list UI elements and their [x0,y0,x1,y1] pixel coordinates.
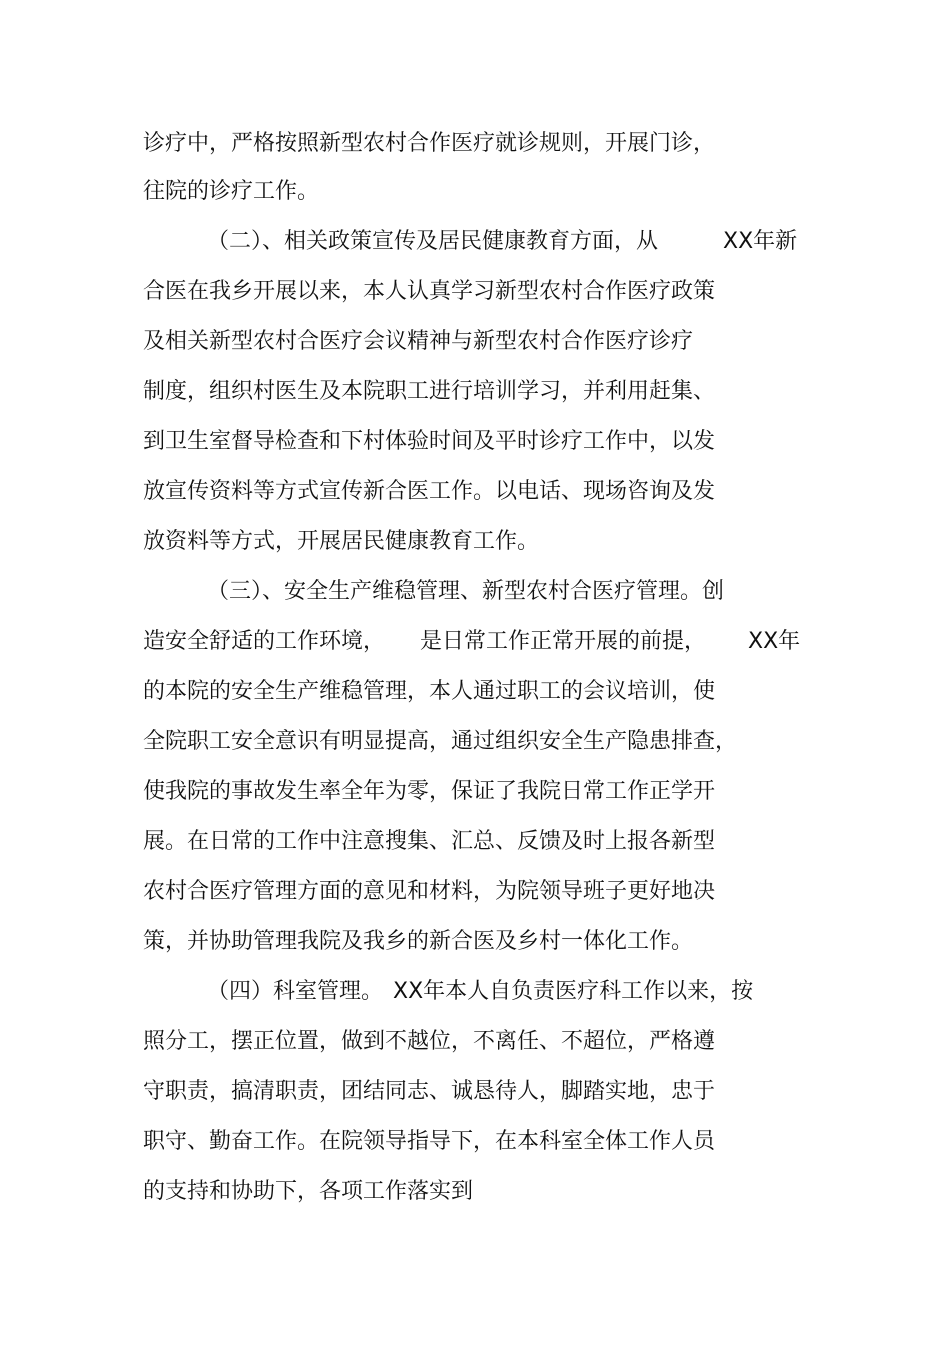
text-line-6: 制度，组织村医生及本院职工进行培训学习，并利用赶集、 [143,379,716,404]
text-line-16: 农村合医疗管理方面的意见和材料，为院领导班子更好地决 [143,879,716,904]
text-line-7: 到卫生室督导检查和下村体验时间及平时诊疗工作中，以发 [143,429,716,454]
text-line-13: 全院职工安全意识有明显提高，通过组织安全生产隐患排查， [143,729,738,754]
text-line-21: 职守、勤奋工作。在院领导指导下，在本科室全体工作人员 [143,1129,716,1154]
text-line-3a: （二）、相关政策宣传及居民健康教育方面，从 [207,229,659,254]
text-line-17: 策，并协助管理我院及我乡的新合医及乡村一体化工作。 [143,929,694,954]
text-line-9: 放资料等方式，开展居民健康教育工作。 [143,529,540,554]
text-line-12: 的本院的安全生产维稳管理，本人通过职工的会议培训，使 [143,679,716,704]
text-line-4: 合医在我乡开展以来，本人认真学习新型农村合作医疗政策 [143,279,716,304]
text-line-5: 及相关新型农村合医疗会议精神与新型农村合作医疗诊疗 [143,329,694,354]
text-line-15: 展。在日常的工作中注意搜集、汇总、反馈及时上报各新型 [143,829,716,854]
text-line-11a: 造安全舒适的工作环境， [143,629,386,654]
text-line-14: 使我院的事故发生率全年为零，保证了我院日常工作正学开 [143,779,716,804]
text-line-22: 的支持和协助下，各项工作落实到 [143,1179,474,1204]
text-line-19: 照分工，摆正位置，做到不越位，不离任、不超位，严格遵 [143,1029,716,1054]
text-line-20: 守职责，搞清职责，团结同志、诚恳待人，脚踏实地，忠于 [143,1079,716,1104]
text-line-3b: XX年新 [723,229,798,254]
text-line-11c: XX年 [748,629,801,654]
text-line-11b: 是日常工作正常开展的前提， [420,629,707,654]
text-line-1: 诊疗中，严格按照新型农村合作医疗就诊规则，开展门诊， [143,131,716,156]
text-line-8: 放宣传资料等方式宣传新合医工作。以电话、现场咨询及发 [143,479,716,504]
text-line-10: （三）、安全生产维稳管理、新型农村合医疗管理。创 [207,579,725,604]
text-line-18a: （四）科室管理。 [207,979,384,1004]
text-line-2: 往院的诊疗工作。 [143,179,320,204]
text-line-18b: XX年本人自负责医疗科工作以来，按 [393,979,754,1004]
